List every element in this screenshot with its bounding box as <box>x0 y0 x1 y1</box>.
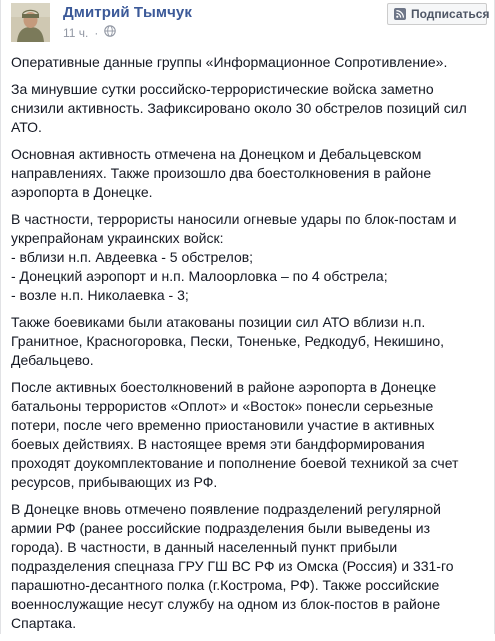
list-item: - вблизи н.п. Авдеевка - 5 обстрелов; <box>11 249 254 265</box>
paragraph: Оперативные данные группы «Информационное Сопротивление». <box>11 54 448 70</box>
list-item: - возле н.п. Николаевка - 3; <box>11 287 189 303</box>
paragraph: В частности, террористы наносили огневые удары по блок-постам и укрепрайонам украинских войск: <box>11 211 457 246</box>
paragraph: Основная активность отмечена на Донецком и Дебальцевском направлениях. Также произошло два боестолкновения в районе аэропорта в Донецке. <box>11 146 432 200</box>
author-name[interactable]: Дмитрий Тымчук <box>63 4 192 21</box>
paragraph: Также боевиками были атакованы позиции сил АТО вблизи н.п. Гранитное, Красногоровка, Пески, Тоненьке, Редкодуб, Некишино, Дебальцево. <box>11 314 445 368</box>
post-meta <box>63 25 116 40</box>
post-header <box>11 3 490 43</box>
post-time[interactable]: 11 ч. <box>63 25 89 40</box>
follow-button-label: Подписаться <box>411 7 490 21</box>
paragraph: В Донецке вновь отмечено появление подразделений регулярной армии РФ (ранее российские подразделения были выведены из города). В частности, в данный населенный пункт прибыли подразделения спецназа ГРУ ГШ ВС РФ из Омска (Россия) и 331-го парашютно-десантного полка (г.Кострома, РФ). Также российские военнослужащие несут службу на одном из блок-постов в районе Спартака. <box>11 501 454 631</box>
globe-icon[interactable] <box>104 25 116 40</box>
paragraph: За минувшие сутки российско-террористические войска заметно снизили активность. Зафиксировано около 30 обстрелов позиций сил АТО. <box>11 81 467 135</box>
rss-icon <box>394 8 406 20</box>
meta-separator: · <box>94 25 99 40</box>
post-body <box>11 53 485 641</box>
list-item: - Донецкий аэропорт и н.п. Малоорловка – по 4 обстрела; <box>11 268 388 284</box>
paragraph: После активных боестолкновений в районе аэропорта в Донецке батальоны террористов «Оплот» и «Восток» понесли серьезные потери, после чего временно приостановили участие в активных боевых действиях. В настоящее время эти бандформирования проходят доукомплектование и пополнение боевой техникой за счет ресурсов, прибывающих из РФ. <box>11 379 459 490</box>
avatar[interactable] <box>11 3 50 42</box>
follow-button[interactable] <box>387 3 490 25</box>
